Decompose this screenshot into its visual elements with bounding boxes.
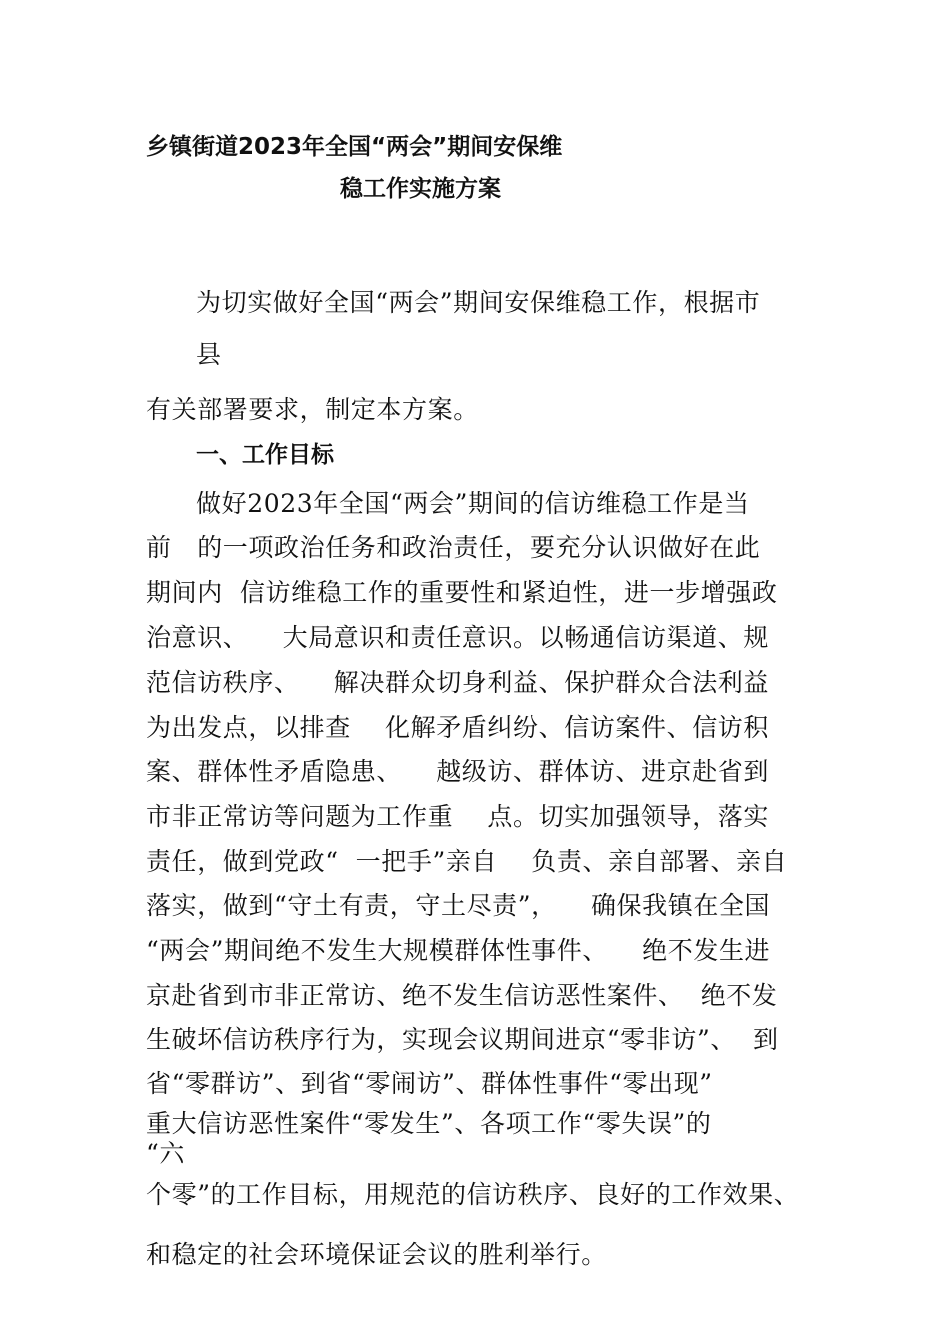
body-line: 市非正常访等问题为工作重 点。切实加强领导，落实 xyxy=(146,802,769,831)
body-line: 重大信访恶性案件“零发生”、各项工作“零失误”的 xyxy=(146,1109,712,1138)
body-line: 责任，做到党政“ 一把手”亲自 负责、亲自部署、亲自 xyxy=(146,847,788,876)
document-title-line-2: 稳工作实施方案 xyxy=(340,176,501,202)
body-line: 个零”的工作目标，用规范的信访秩序、良好的工作效果、 xyxy=(146,1180,800,1209)
body-line: 做好2023年全国“两会”期间的信访维稳工作是当 xyxy=(196,489,750,518)
body-line: “六 xyxy=(146,1139,185,1168)
intro-line: 县 xyxy=(196,340,222,369)
body-line: 省“零群访”、到省“零闹访”、群体性事件“零出现” xyxy=(146,1069,713,1098)
intro-line: 为切实做好全国“两会”期间安保维稳工作，根据市 xyxy=(196,288,761,317)
body-line: 案、群体性矛盾隐患、 越级访、群体访、进京赴省到 xyxy=(146,757,769,786)
intro-line: 有关部署要求，制定本方案。 xyxy=(146,395,479,424)
body-line: 落实，做到“守土有责，守土尽责”， 确保我镇在全国 xyxy=(146,891,771,920)
body-line: 前 的一项政治任务和政治责任，要充分认识做好在此 xyxy=(146,533,761,562)
section-heading: 一、工作目标 xyxy=(196,442,334,468)
document-title-line-1: 乡镇街道2023年全国“两会”期间安保维 xyxy=(146,134,563,160)
body-line: 范信访秩序、 解决群众切身利益、保护群众合法利益 xyxy=(146,668,769,697)
body-line: 生破坏信访秩序行为，实现会议期间进京“零非访”、 到 xyxy=(146,1025,779,1054)
body-line: 为出发点，以排查 化解矛盾纠纷、信访案件、信访积 xyxy=(146,713,769,742)
body-line: 治意识、 大局意识和责任意识。以畅通信访渠道、规 xyxy=(146,623,769,652)
body-line: 和稳定的社会环境保证会议的胜利举行。 xyxy=(146,1240,607,1269)
body-line: “两会”期间绝不发生大规模群体性事件、 绝不发生进 xyxy=(146,936,771,965)
body-line: 京赴省到市非正常访、绝不发生信访恶性案件、 绝不发 xyxy=(146,981,778,1010)
body-line: 期间内 信访维稳工作的重要性和紧迫性，进一步增强政 xyxy=(146,578,778,607)
